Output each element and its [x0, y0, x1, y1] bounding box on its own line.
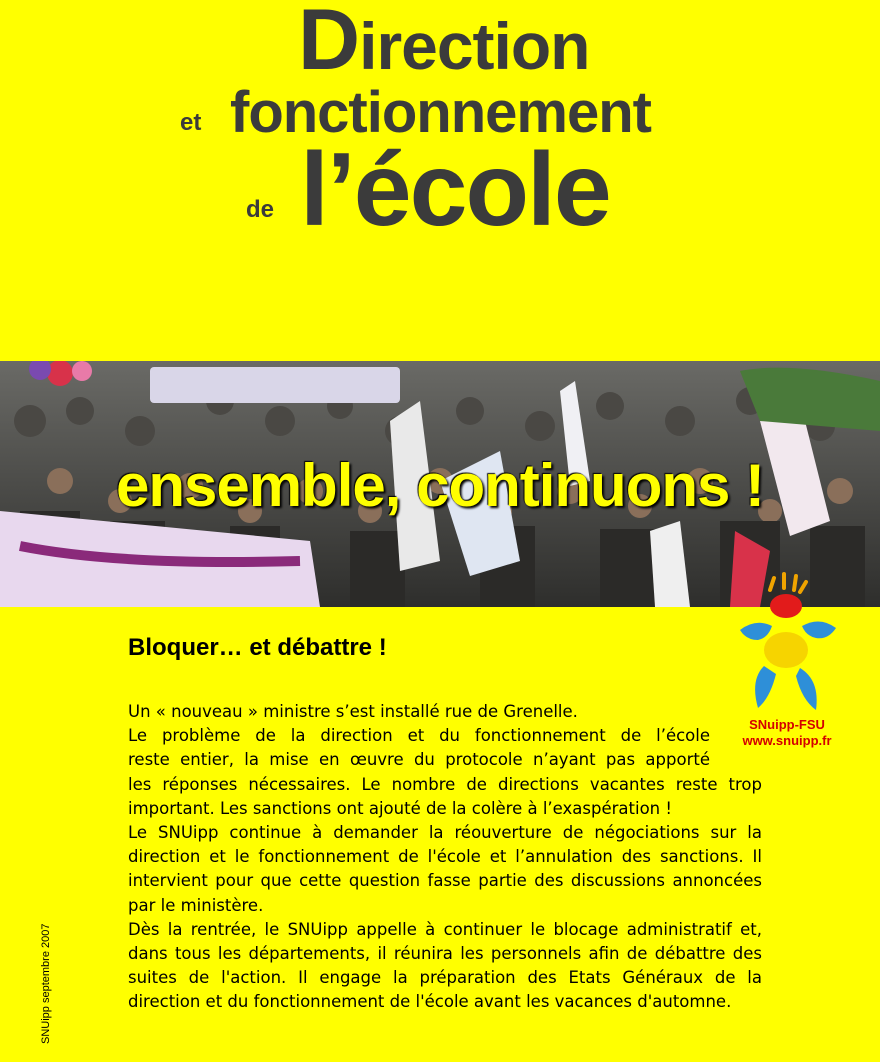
article-body — [128, 700, 762, 1015]
article-line: Un « nouveau » ministre s’est installé rue de Grenelle. — [128, 702, 578, 721]
slogan: ensemble, continuons ! — [115, 452, 765, 519]
title-connector-de: de — [246, 196, 275, 223]
article-heading: Bloquer… et débattre ! — [128, 634, 387, 661]
title-block — [0, 0, 880, 360]
logo-url: www.snuipp.fr — [742, 733, 832, 748]
article-paragraph: Dès la rentrée, le SNUipp appelle à continuer le blocage administratif et, dans tous les départements, il réunira les personnels afin de débattre des suites de l'action. Il engage la préparation des Etats Généraux de la direction et du fonctionnement de l'école avant les vacances d'automne. — [128, 919, 762, 1012]
article-line: reste entier, la mise en œuvre du protocole n’ayant pas apporté — [128, 750, 710, 770]
side-note: SNUipp septembre 2007 — [40, 923, 52, 1044]
title-line-direction — [298, 0, 590, 86]
article-line: Le problème de la direction et du fonctionnement de l’école — [128, 726, 710, 746]
logo-name: SNuipp-FSU — [749, 717, 825, 732]
logo-caption — [720, 717, 854, 749]
title-line-fonctionnement: fonctionnement — [230, 80, 651, 145]
title-line-ecole: l’école — [300, 132, 610, 248]
title-connector-et: et — [180, 109, 202, 136]
article-paragraph: les réponses nécessaires. Le nombre de directions vacantes reste trop important. Les sanctions ont ajouté de la colère à l’exaspération ! — [128, 774, 762, 818]
article-paragraph: Le SNUipp continue à demander la réouverture de négociations sur la direction et le fonctionnement de l'école et l’annulation des sanctions. Il intervient pour que cette question fasse partie des discussions annoncées par le ministère. — [128, 823, 762, 915]
title-initial: D — [298, 0, 360, 88]
title-line1-rest: irection — [359, 9, 590, 83]
